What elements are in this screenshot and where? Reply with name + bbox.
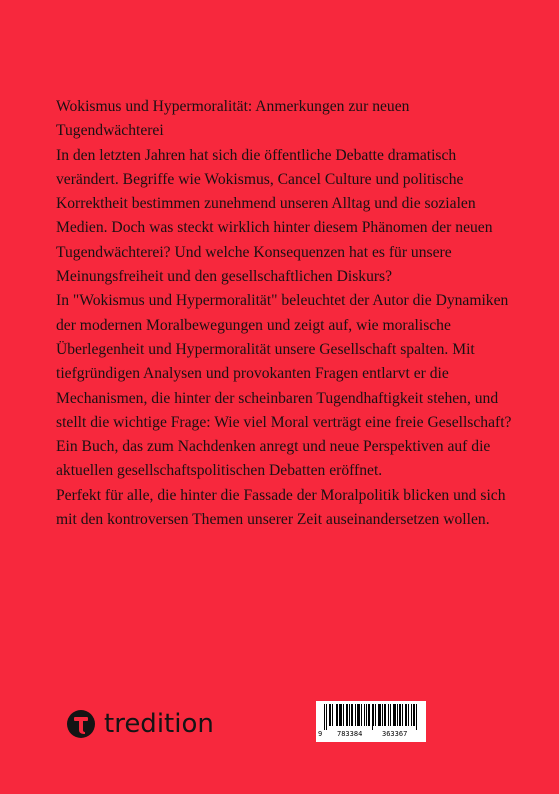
barcode-digits-left: 783384 [337,730,363,738]
tredition-logo-icon [66,709,96,739]
blurb-paragraph: Ein Buch, das zum Nachdenken anregt und neue Perspektiven auf die aktuellen gesellschaftspolitischen Debatten eröffnet. [56,438,491,480]
barcode-bar [408,704,409,726]
barcode-digit-first: 9 [318,730,323,738]
barcode-bar [380,704,381,726]
barcode-bar [390,704,391,726]
barcode-bar [379,704,380,726]
blurb-paragraph: In "Wokismus und Hypermoralität" beleuchtet der Autor die Dynamiken der modernen Moralbewegungen und zeigt auf, wie moralische Überlegenheit und Hypermoralität unsere Gesellschaft spalten. Mit tiefgründigen Analysen und provokanten Fragen entlarvt er die Mechanismen, die hinter der scheinbaren Tugendhaftigkeit stehen, und stellt die wichtige Frage: Wie viel Moral verträgt eine freie Gesellschaft? [56,292,512,431]
publisher-name: tredition [104,709,214,739]
barcode-bar [395,704,396,726]
blurb-paragraph: Perfekt für alle, die hinter die Fassade der Moralpolitik blicken und sich mit den kontroversen Themen unserer Zeit auseinandersetzen wollen. [56,486,506,529]
barcode-bar [352,704,353,726]
barcode-bar [349,704,350,726]
barcode-bar [406,704,407,726]
barcode-bar [413,704,414,726]
barcode-bar [382,704,383,726]
barcode-bar [393,704,394,726]
barcode-bar [324,704,325,730]
barcode-bar [329,704,330,726]
barcode-bar [326,704,327,730]
barcode-bar [378,704,379,726]
barcode-bar [336,704,337,726]
barcode-bar [399,704,400,726]
barcode-bar [405,704,406,726]
barcode-bar [337,704,338,726]
barcode-bar [414,704,415,726]
barcode-bar [339,704,340,726]
barcode-bar [385,704,386,726]
barcode-bar [372,704,373,730]
blurb-text [56,95,516,532]
barcode-bar [355,704,356,726]
barcode-bar [343,704,344,726]
barcode-bar [347,704,348,726]
barcode-bar [388,704,389,726]
barcode-bar [369,704,370,726]
barcode-digits [316,730,426,740]
barcode-bar [330,704,331,726]
barcode-bar [375,704,376,726]
blurb-paragraph: In den letzten Jahren hat sich die öffentliche Debatte dramatisch verändert. Begriffe wie Wokismus, Cancel Culture und politische Korrektheit bestimmen zunehmend unseren Alltag und die sozialen Medien. Doch was steckt wirklich hinter diesem Phänomen der neuen Tugendwächterei? Und welche Konsequenzen hat es für unsere Meinungsfreiheit und den gesellschaftlichen Diskurs? [56,146,493,286]
barcode-bar [332,704,333,726]
barcode-bar [411,704,412,726]
isbn-barcode [316,701,426,742]
barcode-bar [357,704,358,726]
barcode-bars [324,704,418,730]
blurb-title: Wokismus und Hypermoralität: Anmerkungen zur neuen Tugendwächterei [56,98,410,140]
barcode-bar [394,704,395,726]
barcode-bar [368,704,369,726]
barcode-bar [359,704,360,726]
barcode-bar [400,704,401,726]
barcode-bar [351,704,352,726]
barcode-bar [364,704,365,726]
barcode-bar [402,704,403,726]
barcode-bar [416,704,417,730]
publisher-logo [66,707,214,741]
barcode-bar [340,704,341,726]
barcode-bar [384,704,385,726]
barcode-bar [366,704,367,726]
barcode-bar [397,704,398,726]
barcode-bar [373,704,374,726]
barcode-bar [361,704,362,726]
barcode-bar [341,704,342,726]
barcode-bar [346,704,347,726]
barcode-bar [358,704,359,726]
barcode-digits-right: 363367 [382,730,408,738]
